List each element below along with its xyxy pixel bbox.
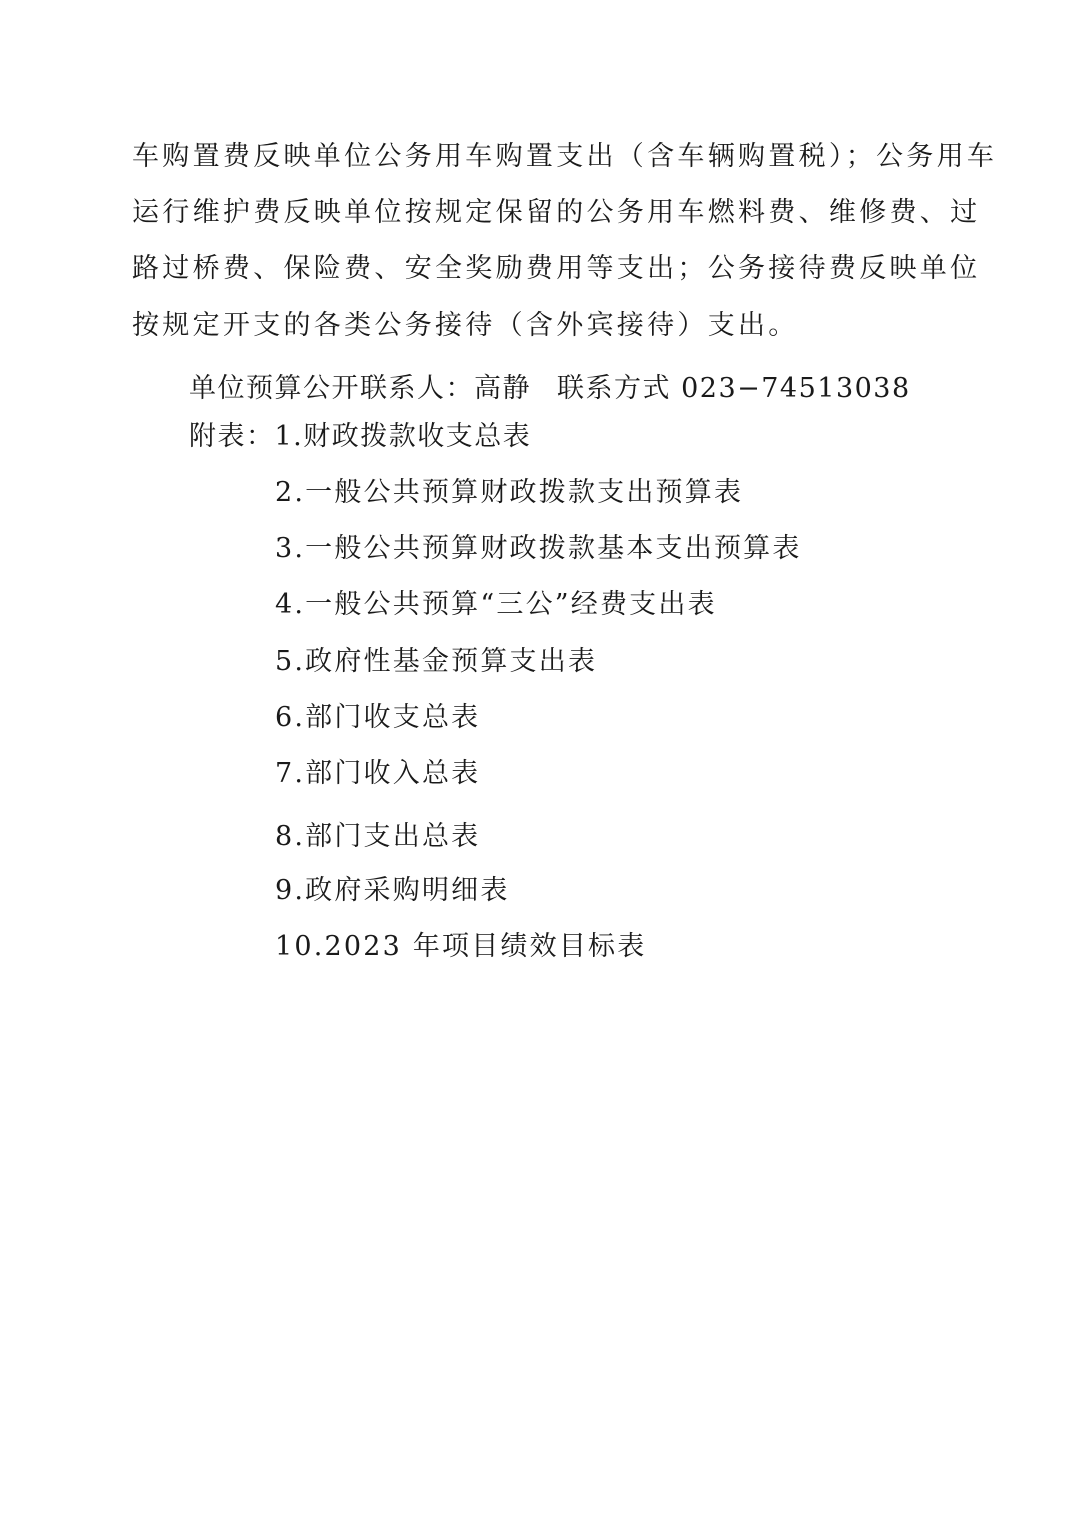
- paragraph-line-1: 车购置费反映单位公务用车购置支出（含车辆购置税）；公务用车: [132, 141, 998, 172]
- annex-item-9: 9.政府采购明细表: [275, 875, 510, 906]
- paragraph-line-3: 路过桥费、保险费、安全奖励费用等支出；公务接待费反映单位: [132, 253, 981, 284]
- annex-item-3: 3.一般公共预算财政拨款基本支出预算表: [275, 533, 802, 564]
- contact-person: 单位预算公开联系人：高静: [189, 373, 531, 404]
- annex-heading-line: [189, 420, 531, 454]
- annex-item-8: 8.部门支出总表: [275, 821, 481, 852]
- annex-item-4: 4.一般公共预算“三公”经费支出表: [275, 589, 717, 620]
- contact-method: 联系方式 023−74513038: [557, 373, 911, 404]
- annex-heading: 附表：: [189, 421, 275, 452]
- annex-item-6: 6.部门收支总表: [275, 702, 481, 733]
- contact-line: [189, 372, 911, 406]
- annex-item-1: 1.财政拨款收支总表: [274, 421, 532, 452]
- annex-item-7: 7.部门收入总表: [275, 758, 481, 789]
- paragraph-line-4: 按规定开支的各类公务接待（含外宾接待）支出。: [132, 310, 799, 341]
- annex-item-10: 10.2023 年项目绩效目标表: [275, 931, 647, 962]
- annex-item-2: 2.一般公共预算财政拨款支出预算表: [275, 477, 744, 508]
- paragraph-line-2: 运行维护费反映单位按规定保留的公务用车燃料费、维修费、过: [132, 197, 981, 228]
- annex-item-5: 5.政府性基金预算支出表: [275, 646, 598, 677]
